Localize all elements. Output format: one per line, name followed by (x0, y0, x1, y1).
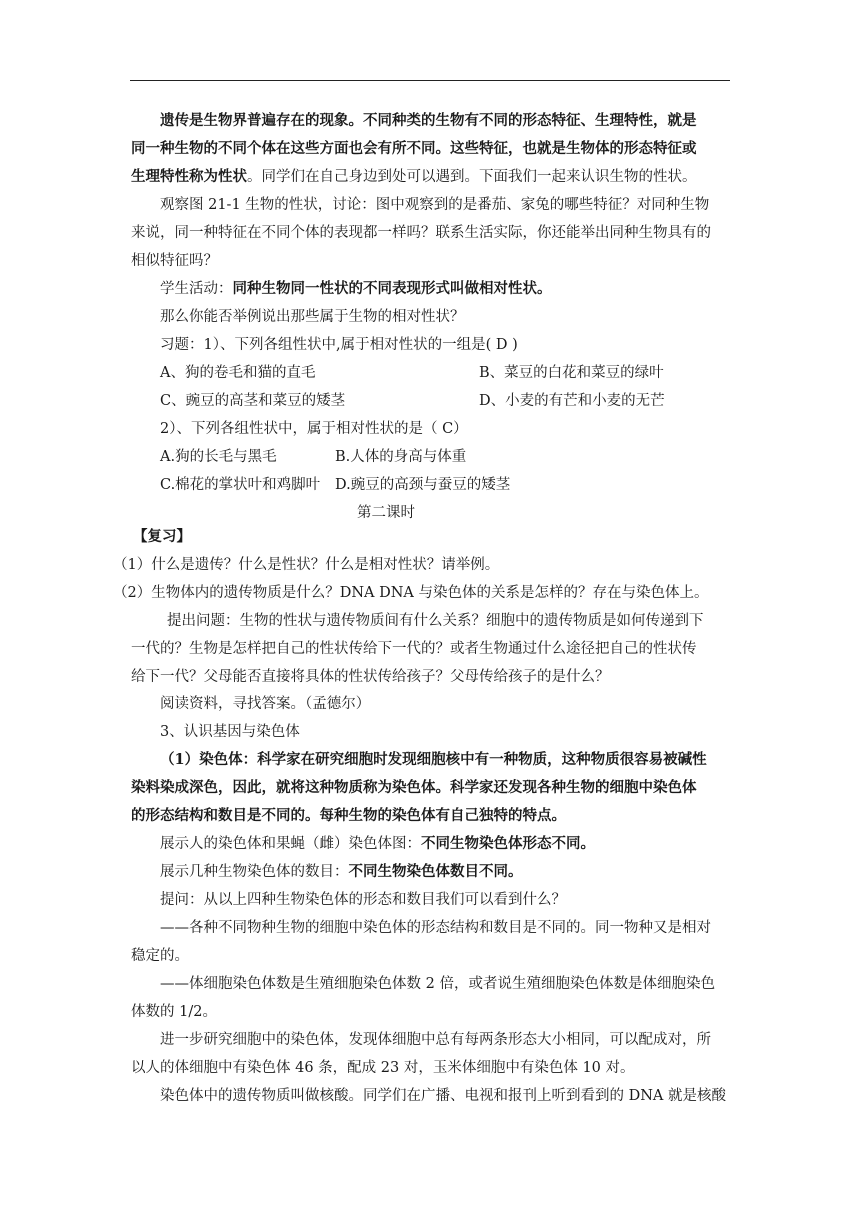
show-chromosome-number (160, 862, 523, 882)
exercise-2-option-b: B.人体的身高与体重 (335, 449, 467, 465)
paragraph-question-line: 提出问题：生物的性状与遗传物质间有什么关系？细胞中的遗传物质是如何传递到下 (167, 613, 704, 629)
answer-1-line: 稳定的。 (131, 948, 189, 964)
paragraph-study-line: 进一步研究细胞中的染色体，发现体细胞中总有每两条形态大小相同，可以配成对，所 (160, 1032, 711, 1048)
paragraph-observe-line: 来说，同一种特征在不同个体的表现都一样吗？联系生活实际，你还能举出同种生物具有的 (131, 225, 711, 241)
show-conclusion: 不同生物染色体形态不同。 (421, 835, 595, 852)
paragraph-study-line: 以人的体细胞中有染色体 46 条，配成 23 对，玉米体细胞中有染色体 10 对。 (131, 1060, 635, 1076)
relative-trait-definition: 同种生物同一性状的不同表现形式叫做相对性状。 (232, 280, 552, 297)
exercise-1-question: 习题：1）、下列各组性状中,属于相对性状的一组是( D ) (160, 337, 518, 353)
question-line: 提问：从以上四种生物染色体的形态和数目我们可以看到什么？ (160, 892, 566, 908)
paragraph-heredity-line: 遗传是生物界普遍存在的现象。不同种类的生物有不同的形态特征、生理特性，就是 (160, 112, 697, 129)
show-conclusion: 不同生物染色体数目不同。 (348, 863, 523, 880)
chromosome-definition-line: 的形态结构和数目是不同的。每种生物的染色体有自己独特的特点。 (131, 807, 566, 824)
exercise-1-option-c: C、豌豆的高茎和菜豆的矮茎 (160, 393, 346, 409)
paragraph-heredity-line: 同一种生物的不同个体在这些方面也会有所不同。这些特征，也就是生物体的形态特征或 (131, 140, 697, 157)
exercise-2-question: 2）、下列各组性状中，属于相对性状的是（ C） (160, 421, 468, 437)
answer-1-line: ——各种不同物种生物的细胞中染色体的形态结构和数目是不同的。同一物种又是相对 (160, 920, 711, 936)
prompt-line: 那么你能否举例说出那些属于生物的相对性状？ (160, 309, 465, 325)
paragraph-observe-line: 观察图 21-1 生物的性状，讨论：图中观察到的是番茄、家兔的哪些特征？对同种生物 (160, 197, 710, 213)
answer-2-line: ——体细胞染色体数是生殖细胞染色体数 2 倍，或者说生殖细胞染色体数是体细胞染色 (160, 976, 715, 992)
exercise-2-option-d: D.豌豆的高颈与蚕豆的矮茎 (335, 477, 511, 493)
answer-2-line: 体数的 1/2。 (131, 1004, 217, 1020)
student-activity (160, 279, 552, 299)
exercise-2-option-a: A.狗的长毛与黑毛 (160, 449, 277, 465)
review-heading: 【复习】 (133, 528, 191, 545)
paragraph-heredity-line (131, 167, 697, 187)
review-item-2: （2）生物体内的遗传物质是什么？DNA DNA 与染色体的关系是怎样的？存在与染色体上。 (113, 585, 709, 601)
show-text: 展示几种生物染色体的数目： (160, 864, 349, 880)
show-chromosome-shape (160, 834, 595, 854)
exercise-1-option-a: A、狗的卷毛和猫的直毛 (160, 365, 316, 381)
paragraph-text: 。同学们在自己身边到处可以遇到。下面我们一起来认识生物的性状。 (247, 169, 697, 185)
header-rule (130, 80, 730, 81)
lesson-heading: 第二课时 (357, 505, 415, 521)
chromosome-definition-line: 染料染成深色，因此，就将这种物质称为染色体。科学家还发现各种生物的细胞中染色体 (131, 779, 697, 796)
exercise-1-option-b: B、菜豆的白花和菜豆的绿叶 (479, 365, 664, 381)
paragraph-question-line: 给下一代？父母能否直接将具体的性状传给孩子？父母传给孩子的是什么？ (131, 669, 610, 685)
exercise-1-option-d: D、小麦的有芒和小麦的无芒 (479, 393, 665, 409)
paragraph-observe-line: 相似特征吗？ (131, 253, 218, 269)
paragraph-question-line: 一代的？生物是怎样把自己的性状传给下一代的？或者生物通过什么途径把自己的性状传 (131, 641, 697, 657)
show-text: 展示人的染色体和果蝇（雌）染色体图： (160, 836, 421, 852)
paragraph-nucleic-acid-line: 染色体中的遗传物质叫做核酸。同学们在广播、电视和报刊上听到看到的 DNA 就是核酸 (160, 1088, 726, 1104)
chromosome-definition-line: （1）染色体：科学家在研究细胞时发现细胞核中有一种物质，这种物质很容易被碱性 (160, 751, 707, 768)
activity-label: 学生活动： (160, 281, 233, 297)
reading-line: 阅读资料，寻找答案。（孟德尔） (160, 696, 371, 712)
section-3-heading: 3、认识基因与染色体 (160, 724, 300, 740)
trait-definition: 生理特性称为性状 (131, 168, 247, 185)
review-item-1: （1）什么是遗传？什么是性状？什么是相对性状？请举例。 (113, 557, 500, 573)
exercise-2-option-c: C.棉花的掌状叶和鸡脚叶 (160, 477, 321, 493)
